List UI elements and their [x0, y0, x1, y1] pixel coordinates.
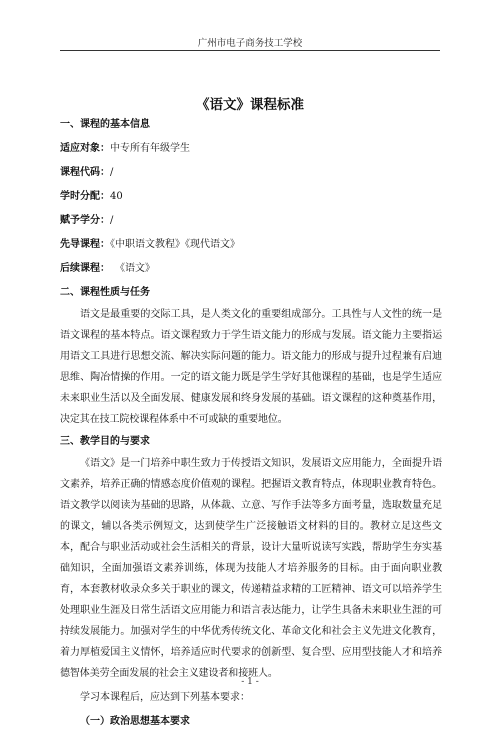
info-row-audience	[60, 137, 442, 161]
hours-label: 学时分配：	[60, 191, 110, 202]
goals-paragraph: 《语文》是一门培养中职生致力于传授语文知识，发展语文应用能力，全面提升语文素养，培养正确的情感态度价值观的课程。把握语文教育特点，体现职业教育特色。语文教学以阅读为基础的思路，从体裁、立意、写作手法等多方面考量，选取数量充足的课文，辅以各类示例短文，达到使学生广泛接触语文材料的目的。教材立足这些文本，配合与职业活动或社会生活相关的背景，设计大量听说读写实践，帮助学生夯实基础知识，全面加强语文素养训练，体现为技能人才培养服务的目标。由于面向职业教育，本套教材收录众多关于职业的课文，传递精益求精的工匠精神、语文可以培养学生处理职业生涯及日常生活语文应用能力和语言表达能力，让学生具备未来职业生涯的可持续发展能力。加强对学生的中华优秀传统文化、革命文化和社会主义先进文化教育，着力厚植爱国主义情怀，培养适应时代要求的创新型、复合型、应用型技能人才和培养德智体美劳全面发展的社会主义建设者和接班人。	[60, 458, 442, 679]
followup-value: 《语文》	[120, 263, 155, 274]
document-body	[60, 113, 442, 734]
code-value: /	[110, 167, 114, 178]
credits-label: 赋予学分：	[60, 215, 110, 226]
info-row-credits	[60, 209, 442, 233]
page-number: - 1 -	[241, 677, 259, 687]
info-row-prereq	[60, 233, 442, 257]
audience-label: 适应对象：	[60, 143, 110, 154]
sub-heading-political: （一）政治思想基本要求	[80, 716, 190, 728]
nature-paragraph: 语文是最重要的交际工具，是人类文化的重要组成部分。工具性与人文性的统一是语文课程的基本特点。语文课程致力于学生语文能力的形成与发展。语文能力主要指运用语文工具进行思想交流、解决实际问题的能力。语文能力的形成与提升过程兼有启迪思维、陶冶情操的作用。一定的语文能力既是学生学好其他课程的基础，也是学生适应未来职业生活以及全面发展、健康发展和终身发展的基础。语文课程的这种奠基作用，决定其在技工院校课程体系中不可或缺的重要地位。	[60, 309, 442, 425]
section-heading-nature: 二、课程性质与任务	[60, 287, 150, 298]
info-row-hours	[60, 185, 442, 209]
section-heading-basic-info: 一、课程的基本信息	[60, 119, 150, 130]
page-header: 广州市电子商务技工学校	[197, 38, 303, 49]
followup-label: 后续课程：	[60, 263, 110, 274]
hours-value: 40	[110, 191, 123, 202]
prereq-label: 先导课程：	[60, 239, 110, 250]
info-row-followup	[60, 257, 442, 281]
section-heading-goals: 三、教学目的与要求	[60, 436, 150, 448]
audience-value: 中专所有年级学生	[110, 143, 190, 154]
prereq-value: 《中职语文教程》《现代语文》	[110, 239, 240, 250]
code-label: 课程代码：	[60, 167, 110, 178]
header-divider	[60, 50, 440, 51]
requirement-intro: 学习本课程后，应达到下列基本要求：	[80, 692, 250, 704]
page-title: 《语文》课程标准	[196, 97, 304, 113]
info-row-code	[60, 161, 442, 185]
credits-value: /	[110, 215, 114, 226]
